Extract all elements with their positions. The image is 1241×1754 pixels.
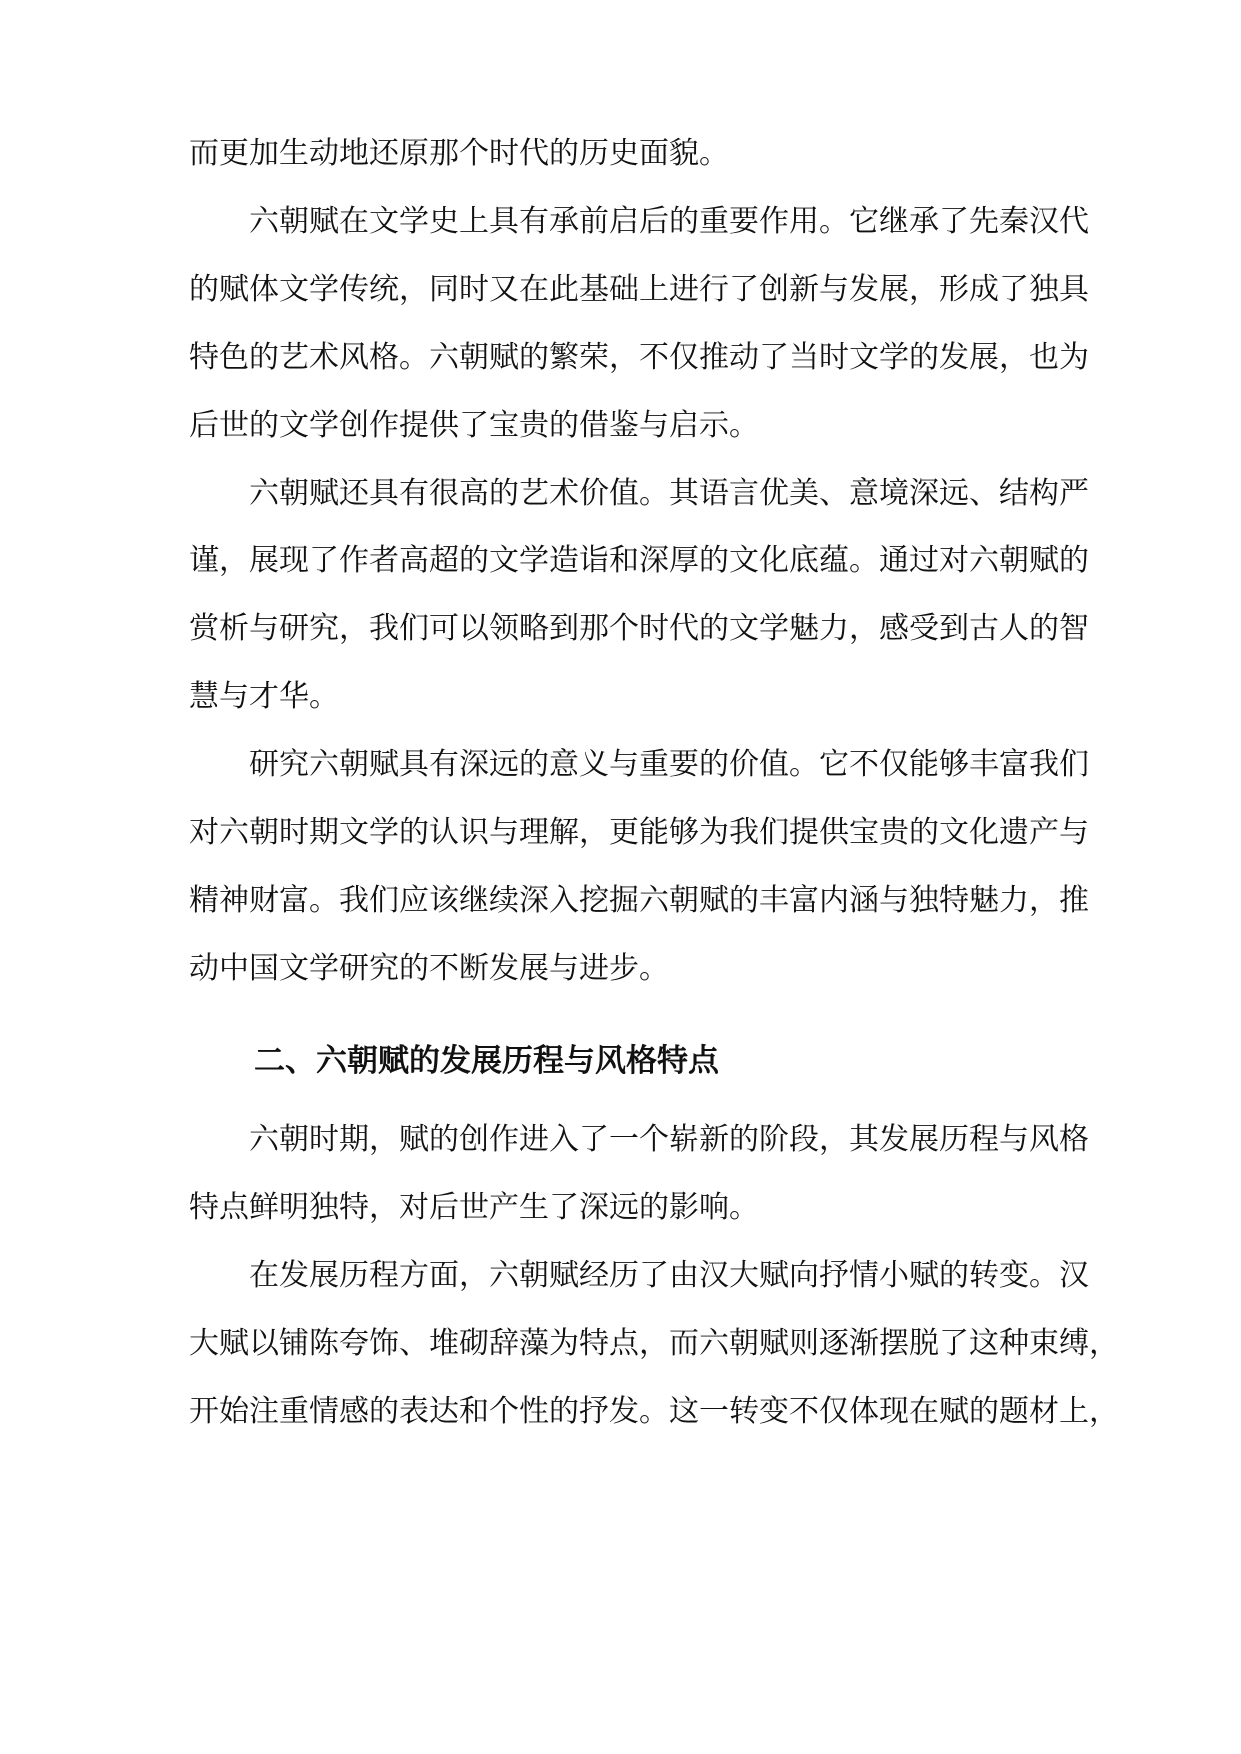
text-line: 慧与才华。 [189, 679, 339, 714]
text-line: 精神财富。我们应该继续深入挖掘六朝赋的丰富内涵与独特魅力，推 [189, 883, 1089, 918]
text-line: 后世的文学创作提供了宝贵的借鉴与启示。 [189, 408, 759, 443]
text-line: 开始注重情感的表达和个性的抒发。这一转变不仅体现在赋的题材上， [189, 1394, 1119, 1429]
text-line: 六朝时期，赋的创作进入了一个崭新的阶段，其发展历程与风格 [249, 1122, 1089, 1157]
text-line: 六朝赋在文学史上具有承前启后的重要作用。它继承了先秦汉代 [249, 204, 1089, 239]
text-line: 谨，展现了作者高超的文学造诣和深厚的文化底蕴。通过对六朝赋的 [189, 543, 1089, 578]
text-line: 而更加生动地还原那个时代的历史面貌。 [189, 136, 729, 171]
text-line: 大赋以铺陈夸饰、堆砌辞藻为特点，而六朝赋则逐渐摆脱了这种束缚， [189, 1326, 1119, 1361]
text-line: 动中国文学研究的不断发展与进步。 [189, 951, 669, 986]
text-line: 研究六朝赋具有深远的意义与重要的价值。它不仅能够丰富我们 [249, 747, 1089, 782]
text-line: 赏析与研究，我们可以领略到那个时代的文学魅力，感受到古人的智 [189, 611, 1089, 646]
document-page [189, 0, 1119, 1754]
text-line: 的赋体文学传统，同时又在此基础上进行了创新与发展，形成了独具 [189, 272, 1089, 307]
text-line: 特点鲜明独特，对后世产生了深远的影响。 [189, 1190, 759, 1225]
text-line: 特色的艺术风格。六朝赋的繁荣，不仅推动了当时文学的发展，也为 [189, 340, 1089, 375]
text-line: 在发展历程方面，六朝赋经历了由汉大赋向抒情小赋的转变。汉 [249, 1258, 1089, 1293]
section-heading: 二、六朝赋的发展历程与风格特点 [254, 1043, 719, 1079]
text-line: 六朝赋还具有很高的艺术价值。其语言优美、意境深远、结构严 [249, 476, 1089, 511]
text-line: 对六朝时期文学的认识与理解，更能够为我们提供宝贵的文化遗产与 [189, 815, 1089, 850]
